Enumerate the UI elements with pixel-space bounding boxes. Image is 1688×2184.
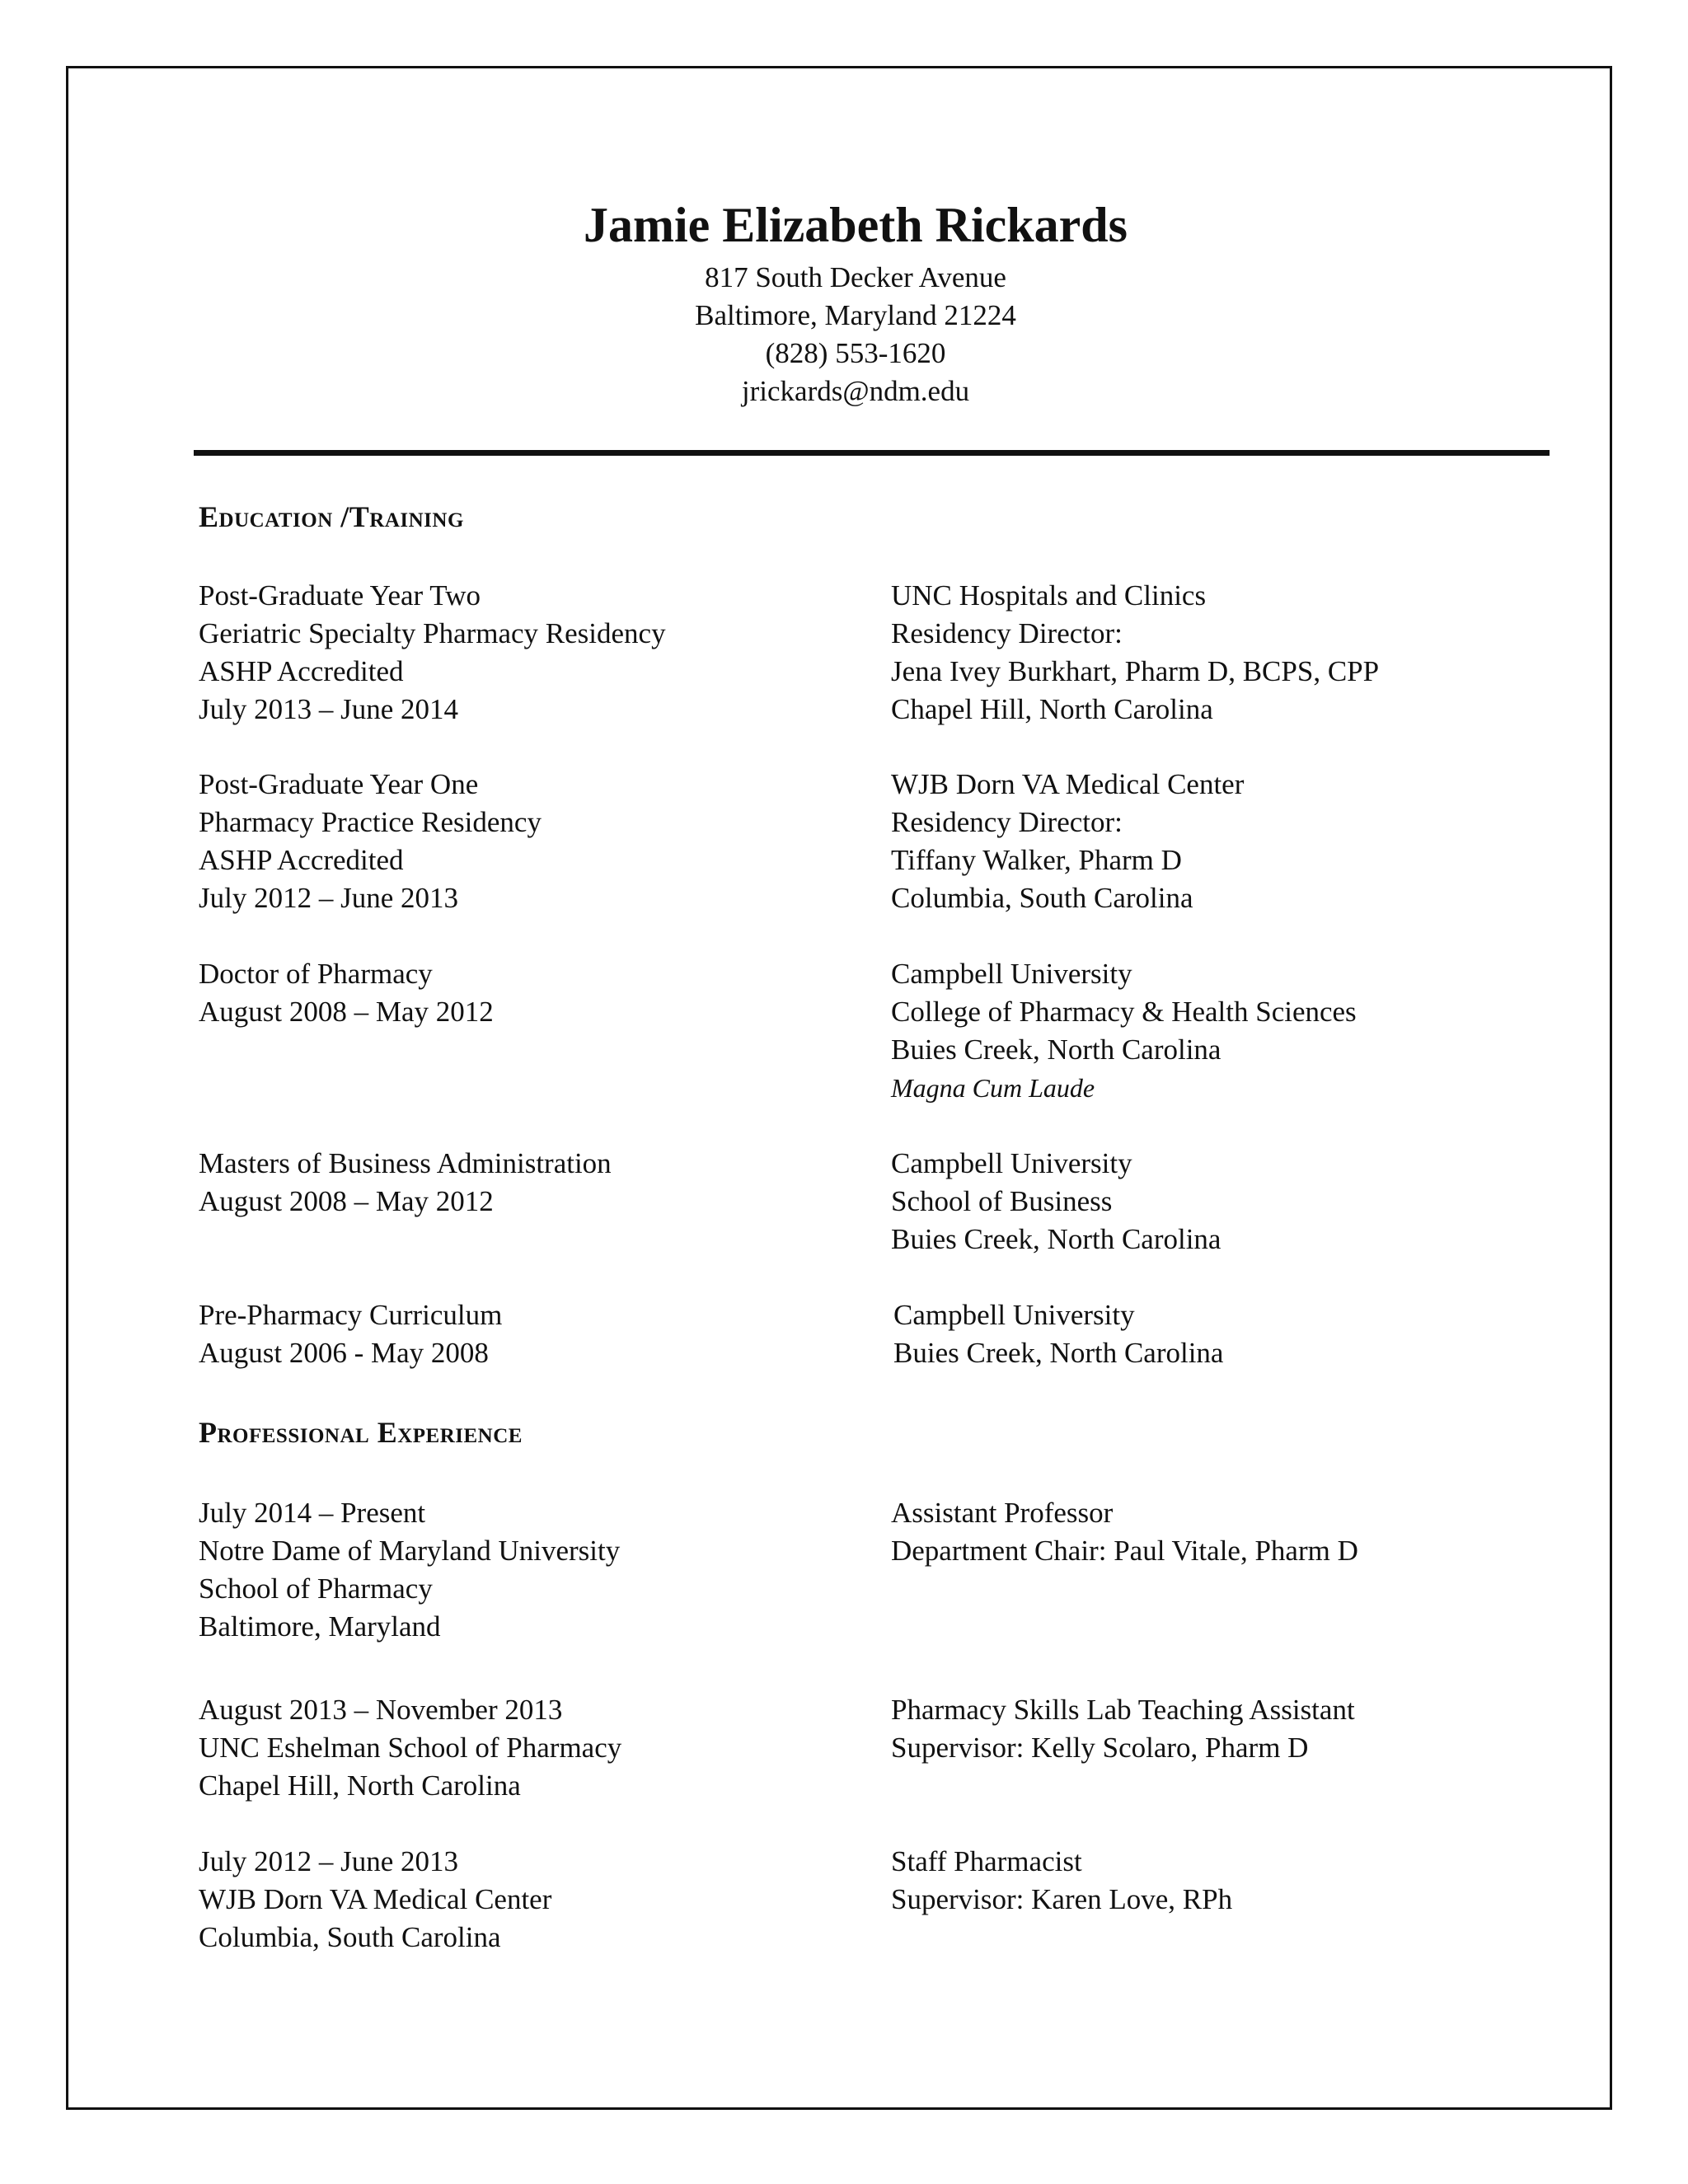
entry-line: Assistant Professor bbox=[891, 1497, 1114, 1529]
education-entry-right bbox=[891, 955, 1357, 1107]
entry-line: July 2012 – June 2013 bbox=[199, 882, 458, 914]
education-entry-right bbox=[891, 1145, 1221, 1258]
education-entry-left bbox=[199, 577, 666, 729]
experience-entry-left bbox=[199, 1843, 551, 1957]
entry-line: Pharmacy Practice Residency bbox=[199, 806, 542, 838]
education-entry-right bbox=[891, 766, 1244, 917]
education-entry-left bbox=[199, 766, 542, 917]
entry-line: Campbell University bbox=[891, 958, 1132, 990]
experience-entry-right bbox=[891, 1494, 1358, 1570]
entry-line: July 2012 – June 2013 bbox=[199, 1845, 458, 1877]
entry-line: Doctor of Pharmacy bbox=[199, 958, 433, 990]
candidate-name: Jamie Elizabeth Rickards bbox=[584, 198, 1128, 252]
address-line-2: Baltimore, Maryland 21224 bbox=[695, 299, 1016, 331]
entry-line: Chapel Hill, North Carolina bbox=[199, 1769, 521, 1802]
entry-line: Department Chair: Paul Vitale, Pharm D bbox=[891, 1535, 1358, 1567]
entry-line: Baltimore, Maryland bbox=[199, 1610, 441, 1643]
education-entry-left bbox=[199, 955, 494, 1031]
entry-line: Chapel Hill, North Carolina bbox=[891, 693, 1213, 725]
entry-line: Residency Director: bbox=[891, 806, 1123, 838]
experience-entry-right bbox=[891, 1691, 1355, 1767]
entry-line: August 2006 - May 2008 bbox=[199, 1337, 489, 1369]
entry-line: Pre-Pharmacy Curriculum bbox=[199, 1299, 503, 1331]
entry-line: Masters of Business Administration bbox=[199, 1147, 612, 1179]
entry-line: Pharmacy Skills Lab Teaching Assistant bbox=[891, 1694, 1355, 1726]
entry-line: Geriatric Specialty Pharmacy Residency bbox=[199, 617, 666, 649]
honor-note: Magna Cum Laude bbox=[891, 1073, 1095, 1103]
entry-line: Buies Creek, North Carolina bbox=[891, 1223, 1221, 1255]
experience-entry-left bbox=[199, 1494, 620, 1646]
entry-line: Residency Director: bbox=[891, 617, 1123, 649]
entry-line: Buies Creek, North Carolina bbox=[893, 1337, 1224, 1369]
experience-entry-right bbox=[891, 1843, 1232, 1919]
header-divider bbox=[194, 450, 1550, 456]
education-entry-right bbox=[893, 1296, 1223, 1372]
entry-line: Jena Ivey Burkhart, Pharm D, BCPS, CPP bbox=[891, 655, 1380, 687]
entry-line: School of Business bbox=[891, 1185, 1113, 1217]
entry-line: College of Pharmacy & Health Sciences bbox=[891, 996, 1357, 1028]
entry-line: Post-Graduate Year One bbox=[199, 768, 479, 800]
entry-line: WJB Dorn VA Medical Center bbox=[891, 768, 1245, 800]
entry-line: ASHP Accredited bbox=[199, 655, 404, 687]
entry-line: UNC Hospitals and Clinics bbox=[891, 579, 1207, 612]
experience-heading: Professional Experience bbox=[199, 1416, 523, 1449]
resume-header bbox=[0, 191, 1688, 410]
entry-line: August 2013 – November 2013 bbox=[199, 1694, 563, 1726]
entry-line: July 2014 – Present bbox=[199, 1497, 426, 1529]
entry-line: UNC Eshelman School of Pharmacy bbox=[199, 1732, 622, 1764]
phone-number: (828) 553-1620 bbox=[765, 337, 946, 369]
entry-line: Campbell University bbox=[893, 1299, 1135, 1331]
education-heading: Education /Training bbox=[199, 500, 464, 533]
entry-line: August 2008 – May 2012 bbox=[199, 1185, 494, 1217]
entry-line: School of Pharmacy bbox=[199, 1572, 433, 1605]
education-entry-right bbox=[891, 577, 1379, 729]
entry-line: Buies Creek, North Carolina bbox=[891, 1033, 1221, 1066]
entry-line: WJB Dorn VA Medical Center bbox=[199, 1883, 552, 1915]
entry-line: August 2008 – May 2012 bbox=[199, 996, 494, 1028]
entry-line: Supervisor: Karen Love, RPh bbox=[891, 1883, 1233, 1915]
entry-line: Tiffany Walker, Pharm D bbox=[891, 844, 1182, 876]
entry-line: Notre Dame of Maryland University bbox=[199, 1535, 621, 1567]
address-line-1: 817 South Decker Avenue bbox=[705, 261, 1006, 293]
email-address: jrickards@ndm.edu bbox=[741, 375, 970, 407]
education-entry-left bbox=[199, 1296, 502, 1372]
entry-line: Columbia, South Carolina bbox=[891, 882, 1193, 914]
entry-line: Staff Pharmacist bbox=[891, 1845, 1082, 1877]
education-entry-left bbox=[199, 1145, 612, 1221]
entry-line: ASHP Accredited bbox=[199, 844, 404, 876]
entry-line: Campbell University bbox=[891, 1147, 1132, 1179]
entry-line: Post-Graduate Year Two bbox=[199, 579, 481, 612]
entry-line: Supervisor: Kelly Scolaro, Pharm D bbox=[891, 1732, 1309, 1764]
entry-line: Columbia, South Carolina bbox=[199, 1921, 501, 1953]
experience-entry-left bbox=[199, 1691, 621, 1805]
entry-line: July 2013 – June 2014 bbox=[199, 693, 458, 725]
